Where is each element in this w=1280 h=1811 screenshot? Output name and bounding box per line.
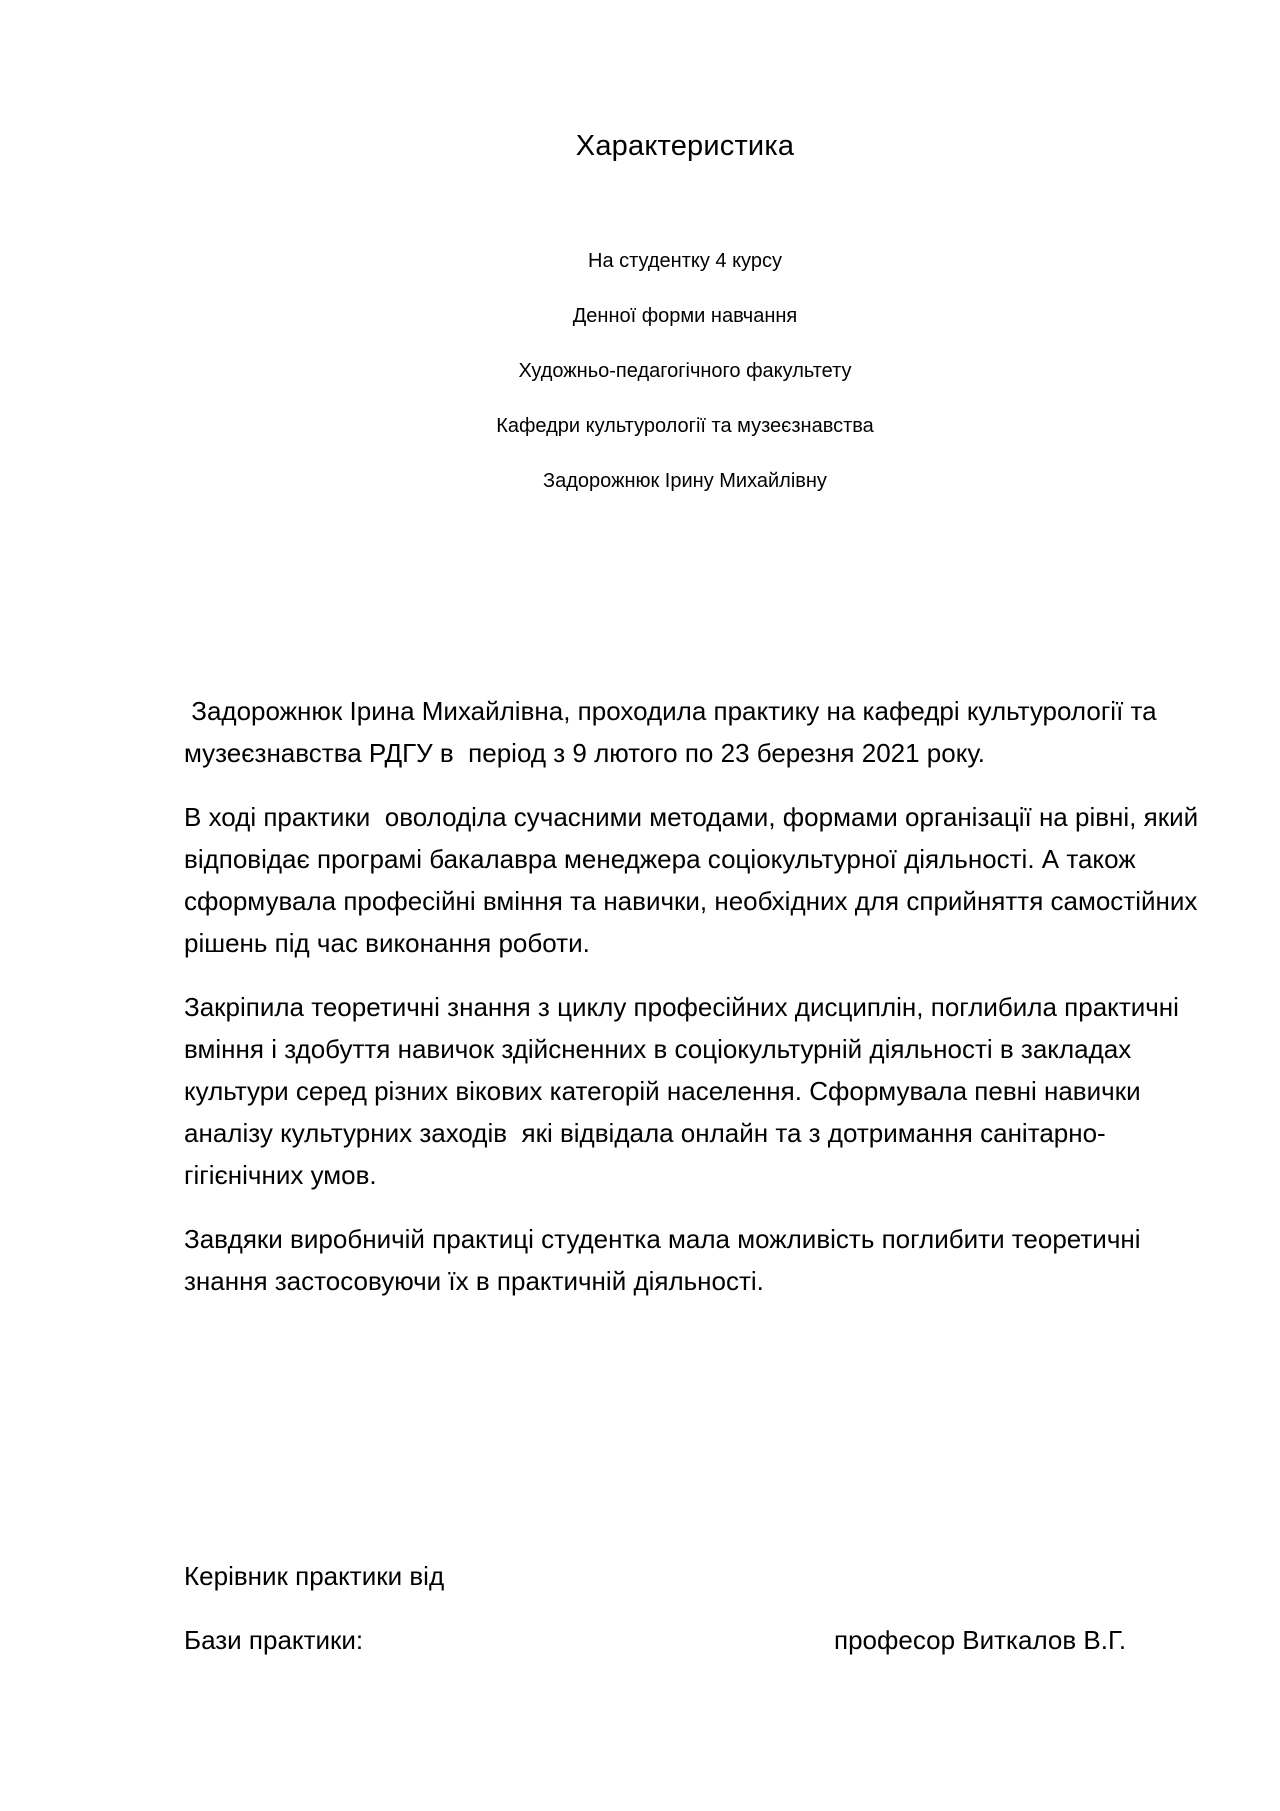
signature-supervisor-name: професор Виткалов В.Г. xyxy=(834,1625,1127,1655)
document-body xyxy=(184,690,1204,1324)
addressee-line-faculty: Художньо-педагогічного факультету xyxy=(518,360,852,382)
document-title: Характеристика xyxy=(575,130,795,162)
addressee-block xyxy=(0,248,1280,523)
body-paragraph-intro: Задорожнюк Ірина Михайлівна, проходила практику на кафедрі культурології та музеєзнавства РДГУ в період з 9 лютого по 23 березня 2021 року. xyxy=(184,696,1164,768)
body-paragraph-conclusion: Завдяки виробничій практиці студентка мала можливість поглибити теоретичні знання застосовуючи їх в практичній діяльності. xyxy=(184,1224,1148,1296)
addressee-line-course: На студентку 4 курсу xyxy=(588,250,782,272)
signature-base-label: Бази практики: xyxy=(184,1625,364,1655)
signature-role-line: Керівник практики від xyxy=(184,1561,445,1591)
body-paragraph-skills: В ході практики оволоділа сучасними методами, формами організації на рівні, який відповідає програмі бакалавра менеджера соціокультурної діяльності. А також сформувала професійні вміння та навички, необхідних для сприйняття самостійних рішень під час виконання роботи. xyxy=(184,802,1206,958)
addressee-line-study-form: Денної форми навчання xyxy=(572,305,798,327)
addressee-line-student-name: Задорожнюк Ірину Михайлівну xyxy=(543,470,827,492)
addressee-line-department: Кафедри культурології та музеєзнавства xyxy=(496,415,874,437)
signature-block xyxy=(184,1558,1144,1662)
body-paragraph-knowledge: Закріпила теоретичні знання з циклу професійних дисциплін, поглибила практичні вміння і здобуття навичок здійсненних в соціокультурній діяльності в закладах культури серед різних вікових категорій населення. Сформувала певні навички аналізу культурних заходів які відвідала онлайн та з дотримання санітарно-гігієнічних умов. xyxy=(184,992,1187,1190)
signature-row xyxy=(184,1622,1144,1662)
